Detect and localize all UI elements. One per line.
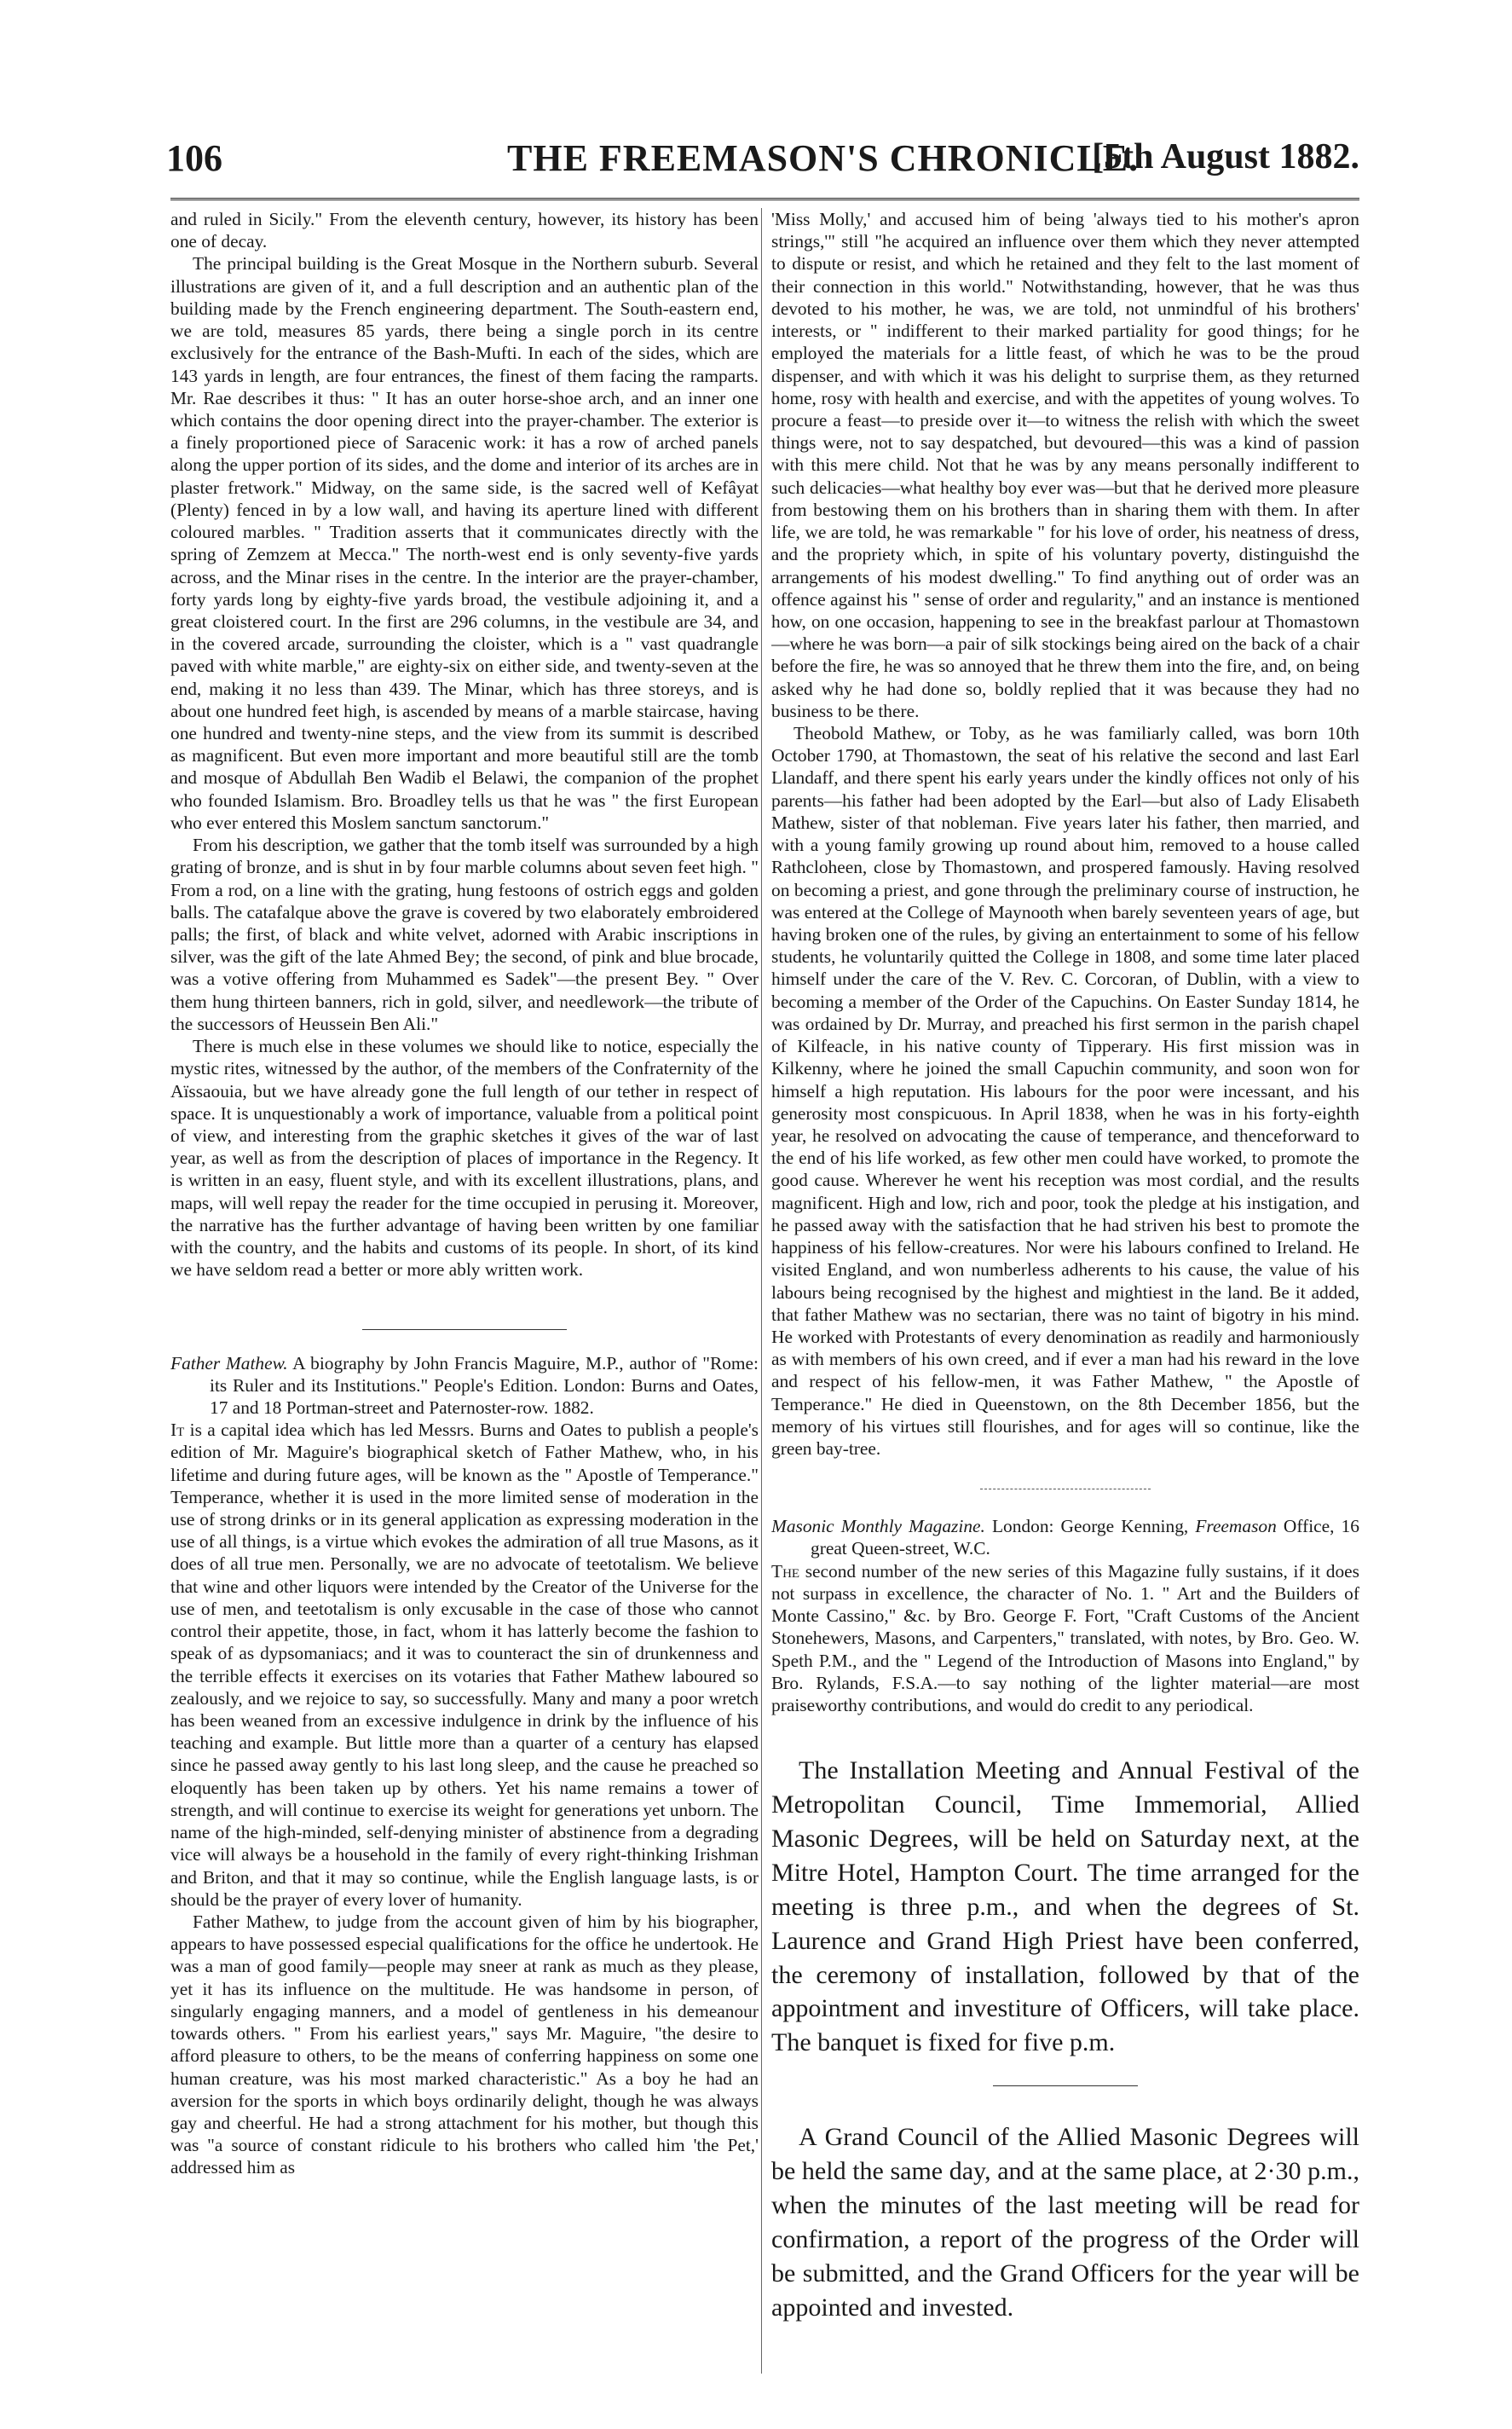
section-separator: [362, 1329, 567, 1330]
review-paragraph: [170, 1419, 759, 1911]
issue-date: [5th August 1882.: [1092, 137, 1359, 176]
review-citation-suffix: Office, 16 great Queen-street, W.C.: [811, 1516, 1359, 1559]
left-paragraph: There is much else in these volumes we should like to notice, especially the mystic rites, witnessed by the author, of the members of the Confraternity of the Aïssaouia, but we have already gone the full length of our tether in respect of space. It is unquestionably a work of importance, valuable from a political point of view, and interesting from the graphic sketches it gives of the war of last year, as well as from the description of places of importance in the Regency. It is written in an easy, fluent style, and with its excellent illustrations, plans, and maps, will well repay the reader for the time occupied in perusing it. Moreover, the narrative has the further advantage of having been written by one familiar with the country, and the habits and customs of its people. In short, of its kind we have seldom read a better or more ably written work.: [170, 1036, 759, 1281]
review-citation-italic: Freemason: [1195, 1516, 1277, 1537]
notice-installation-meeting: The Installation Meeting and Annual Festival of the Metropolitan Council, Time Immemorial, Allied Masonic Degrees, will be held on Saturday next, at the Mitre Hotel, Hampton Court. The time arranged for the meeting is three p.m., and when the degrees of St. Laurence and Grand High Priest have been conferred, the ceremony of installation, followed by that of the appointment and investiture of Officers, will take place. The banquet is fixed for five p.m.: [771, 1756, 1359, 2057]
left-paragraph: From his description, we gather that the tomb itself was surrounded by a high grating of bronze, and is shut in by four marble columns about seven feet high. " From a rod, on a line with the grating, hung festoons of ostrich eggs and golden balls. The catafalque above the grave is covered by two elaborately embroidered palls; the first, of black and white velvet, adorned with Arabic inscriptions in silver, was the gift of the late Ahmed Bey; the second, of pink and blue brocade, was a votive offering from Muhammed es Sadek"—the present Bey. " Over them hung thirteen banners, rich in gold, silver, and needlework—the tribute of the successors of Heussein Ben Ali.": [170, 835, 759, 1034]
review-heading-father-mathew: [170, 1352, 759, 1420]
left-paragraph: and ruled in Sicily." From the eleventh century, however, its history has been one of decay.: [170, 209, 759, 252]
review-paragraph: Father Mathew, to judge from the account given of him by his biographer, appears to have possessed especial qualifications for the office he undertook. He was a man of good family—people may sneer at rank as much as they please, yet it has its influence on the multitude. He was handsome in person, of singularly engaging manners, and a model of gentleness in his demeanour towards others. " From his earliest years," says Mr. Maguire, "the desire to afford pleasure to others, to be the means of conferring happiness on some one human creature, was his most marked characteristic." As a boy he had an aversion for the sports in which boys ordinarily delight, though he was always gay and cheerful. He had a strong attachment for his mother, but though this was "a source of constant ridicule to his brothers who called him 'the Pet,' addressed him as: [170, 1911, 759, 2178]
review-citation: London: George Kenning,: [991, 1516, 1189, 1537]
right-paragraph: 'Miss Molly,' and accused him of being 'always tied to his mother's apron strings,'" still "he acquired an influence over them which they never attempted to dispute or resist, and which he retained and they felt to the last moment of their connection in this world." Notwithstanding, however, that he was thus devoted to his mother, he was, we are told, not unmindful of his brothers' interests, or " indifferent to their marked partiality for good things; for he employed the materials for a little feast, of which he was to be the proud dispenser, and with which it was his delight to surprise them, as they returned home, rosy with health and exercise, and with the appetites of young wolves. To procure a feast—to preside over it—to witness the relish with which the sweet things were, not to say despatched, but devoured—this was a kind of passion with this mere child. Not that he was by any means personally indifferent to such delicacies—what healthy boy ever was—but that he derived more pleasure from bestowing them on his brothers than in sharing them with them. In after life, we are told, he was remarkable " for his love of order, his neatness of dress, and the propriety which, in spite of his voluntary poverty, distinguishd the arrangements of his modest dwelling." To find anything out of order was an offence against his " sense of order and regularity," and an instance is mentioned how, on one occasion, happening to see in the breakfast parlour at Thomastown—where he was born—a pair of silk stockings being aired on the back of a chair before the fire, he was so annoyed that he threw them into the fire, and, on being asked why he had done so, boldly replied that it was because they had no business to be there.: [771, 209, 1359, 721]
review-lead-word: It: [170, 1420, 185, 1441]
notice-grand-council: A Grand Council of the Allied Masonic Degrees will be held the same day, and at the same place, at 2·30 p.m., when the minutes of the last meeting will be read for confirmation, a report of the progress of the Order will be submitted, and the Grand Officers for the year will be appointed and invested.: [771, 2123, 1359, 2322]
left-paragraph: The principal building is the Great Mosque in the Northern suburb. Several illustrations are given of it, and a full description and an authentic plan of the building made by the French engineering department. The South-eastern end, we are told, measures 85 yards, there being a single porch in its centre exclusively for the entrance of the Bash-Mufti. In each of the sides, which are 143 yards in length, are four entrances, the finest of them facing the ramparts. Mr. Rae describes it thus: " It has an outer horse-shoe arch, and an inner one which contains the door opening direct into the prayer-chamber. The exterior is a finely proportioned piece of Saracenic work: it has a row of arched panels along the upper portion of its sides, and the dome and interior of its arches are in plaster fretwork." Midway, on the same side, is the sacred well of Kefâyat (Plenty) fenced in by a low wall, and having its aperture lined with different coloured marbles. " Tradition asserts that it communicates directly with the spring of Zemzem at Mecca." The north-west end is only seventy-five yards across, and the Minar rises in the centre. In the interior are the prayer-chamber, forty yards long by eighty-five yards broad, the vestibule adjoining it, and a great cloistered court. In the first are 296 columns, in the vestibule are 34, and in the covered arcade, surrounding the cloister, which is a " vast quadrangle paved with white marble," are eighty-six on either side, and twenty-seven at the end, making it no less than 439. The Minar, which has three storeys, and is about one hundred feet high, is ascended by means of a marble staircase, having one hundred and twenty-nine steps, and the view from its summit is described as magnificent. But even more important and more beautiful still are the tomb and mosque of Abdullah Ben Wadib el Belawi, the companion of the prophet who founded Islamism. Bro. Broadley tells us that he was " the first European who ever entered this Moslem sanctum sanctorum.": [170, 253, 759, 833]
column-divider: [761, 208, 762, 2374]
review-heading-masonic-magazine: [771, 1515, 1359, 1559]
review-title: Masonic Monthly Magazine.: [771, 1516, 985, 1537]
right-paragraph: Theobold Mathew, or Toby, as he was familiarly called, was born 10th October 1790, at Thomastown, the seat of his relative the second and last Earl Llandaff, and there spent his early years under the kindly offices not only of his parents—his father had been adopted by the Earl—but also of Lady Elisabeth Mathew, sister of that nobleman. Five years later his father, then married, and with a young family growing up round about him, removed to a house called Rathcloheen, close by Thomastown, and prospered famously. Having resolved on becoming a priest, and gone through the preliminary course of instruction, he was entered at the College of Maynooth when barely seventeen years of age, but having broken one of the rules, by giving an entertainment to some of his fellow students, he voluntarily quitted the College in 1808, and some time later placed himself under the care of the V. Rev. C. Corcoran, of Dublin, with a view to becoming a member of the Order of the Capuchins. On Easter Sunday 1814, he was ordained by Dr. Murray, and preached his first sermon in the parish chapel of Kilfeacle, in his native county of Tipperary. His first mission was in Kilkenny, where he joined the small Capuchin community, and soon won for himself a high reputation. His labours for the poor were incessant, and his generosity most conspicuous. In April 1838, when he was in his forty-eighth year, he resolved on advocating the cause of temperance, and thenceforward to the end of his life worked, as few other men could have worked, to promote the good cause. Wherever he went his reception was most cordial, and the results magnificent. High and low, rich and poor, took the pledge at his instigation, and he passed away with the satisfaction that he had striven his best to promote the happiness of his fellow-creatures. Nor were his labours confined to Ireland. He visited England, and won numberless adherents to his cause, the value of his labours being recognised by the highest and mightiest in the land. Be it added, that father Mathew was no sectarian, there was no taint of bigotry in his mind. He worked with Protestants of every denomination as readily and harmoniously as with members of his own creed, and if ever a man had his reward in the love and respect of his fellow-men, it was Father Mathew, " the Apostle of Temperance." He died in Queenstown, on the 8th December 1856, but the memory of his virtues still flourishes, and for ages will so continue, like the green bay-tree.: [771, 723, 1359, 1460]
left-column: [170, 208, 759, 2391]
review-lead-word: The: [771, 1560, 800, 1582]
review-citation: A biography by John Francis Maguire, M.P., author of "Rome: its Ruler and its Institutions." People's Edition. London: Burns and Oates, 17 and 18 Portman-street and Paternoster-row. 1882.: [210, 1352, 759, 1418]
page-number: 106: [166, 137, 222, 179]
review-body: is a capital idea which has led Messrs. Burns and Oates to publish a people's edition of Mr. Maguire's biographical sketch of Father Mathew, who, in his lifetime and during future ages, will be known as the " Apostle of Temperance." Temperance, whether it is used in the more limited sense of moderation in the use of strong drinks or in its general application as expressing moderation in the use of all things, is a virtue which evokes the admiration of all true Masons, as it does of all true men. Personally, we are no advocate of teetotalism. We believe that wine and other liquors were intended by the Creator of the Universe for the use of men, and teetotalism is only excusable in the case of those who cannot control their appetite, those, in fact, whom it has latterly become the fashion to speak of as dypsomaniacs; and it was to counteract the sin of drunkenness and the terrible effects it exercises on its votaries that Father Mathew laboured so zealously, and we rejoice to say, so successfully. Many and many a poor wretch has been weaned from an excessive indulgence in drink by the influence of his teaching and example. But little more than a quarter of a century has elapsed since he passed away gently to his last long sleep, and the cause he preached so eloquently has been taken up by others. Yet his name remains a tower of strength, and will continue to exercise its weight for generations yet unborn. The name of the high-minded, self-denying minister of abstinence from a degrading vice will always be a household in the family of every right-thinking Irishman and Briton, and that it may so continue, while the English language lasts, is or should be the prayer of every lover of humanity.: [170, 1420, 759, 1910]
review-title: Father Mathew.: [170, 1352, 288, 1374]
review-body: second number of the new series of this Magazine fully sustains, if it does not surpass in excellence, the character of No. 1. " Art and the Builders of Monte Cassino," &c. by Bro. George F. Fort, "Craft Customs of the Ancient Stonehewers, Masons, and Carpenters," translated, with notes, by Bro. Geo. W. Speth P.M., and the " Legend of the Introduction of Masons into England," by Bro. Rylands, F.S.A.—to say nothing of the lighter material—are most praiseworthy contributions, and would do credit to any periodical.: [771, 1560, 1359, 1715]
right-column: [771, 208, 1359, 2391]
header-rule: [170, 198, 1359, 200]
journal-title: THE FREEMASON'S CHRONICLE.: [507, 137, 1140, 179]
masthead: [166, 136, 1359, 196]
review-paragraph: [771, 1560, 1359, 1717]
section-separator: [993, 2085, 1138, 2086]
